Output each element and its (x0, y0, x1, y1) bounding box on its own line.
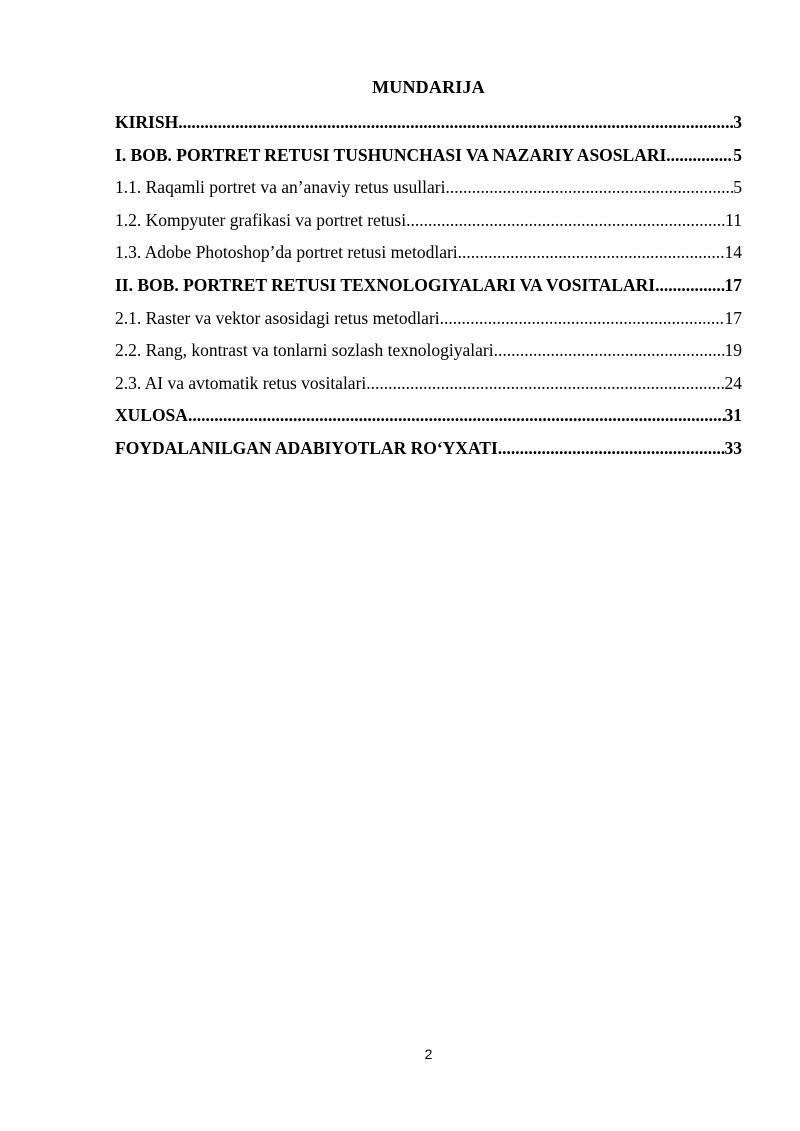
toc-leader-dots (406, 207, 725, 233)
toc-entry-page: 3 (733, 112, 742, 132)
toc-entry-label: II. BOB. PORTRET RETUSI TEXNOLOGIYALARI VA VOSITALARI (115, 274, 656, 295)
toc-entry[interactable] (115, 272, 742, 305)
toc-entry-page: 24 (724, 372, 742, 393)
toc-entry[interactable] (115, 142, 742, 175)
toc-entry-label: 1.3. Adobe Photoshop’da portret retusi metodlari (115, 242, 458, 263)
toc-title: MUNDARIJA (372, 77, 485, 97)
toc-leader-dots (440, 305, 725, 331)
toc-entry-label: XULOSA (115, 405, 188, 426)
toc-leader-dots (494, 337, 725, 363)
toc-entry-page: 5 (733, 177, 742, 198)
toc-entry[interactable] (115, 402, 742, 435)
toc-entry-label: I. BOB. PORTRET RETUSI TUSHUNCHASI VA NAZARIY ASOSLARI (115, 144, 667, 165)
table-of-contents (115, 109, 742, 468)
toc-entry-page: 17 (724, 307, 742, 328)
toc-leader-dots (178, 109, 733, 135)
toc-entry[interactable] (115, 337, 742, 370)
toc-entry[interactable] (115, 109, 742, 142)
toc-entry-label: FOYDALANILGAN ADABIYOTLAR RO‘YXATI (115, 437, 498, 458)
toc-leader-dots (666, 142, 733, 168)
toc-entry-page: 19 (724, 340, 742, 361)
toc-entry[interactable] (115, 174, 742, 207)
toc-entry[interactable] (115, 239, 742, 272)
toc-leader-dots (498, 435, 725, 461)
toc-entry[interactable] (115, 435, 742, 468)
toc-entry-label: 2.1. Raster va vektor asosidagi retus metodlari (115, 307, 440, 328)
toc-entry-page: 31 (724, 405, 742, 426)
toc-entry[interactable] (115, 305, 742, 338)
toc-leader-dots (366, 370, 724, 396)
toc-entry-label: 2.2. Rang, kontrast va tonlarni sozlash texnologiyalari (115, 340, 494, 361)
toc-entry-label: 2.3. AI va avtomatik retus vositalari (115, 372, 367, 393)
toc-leader-dots (655, 272, 724, 298)
toc-entry-page: 11 (725, 209, 742, 230)
toc-entry-page: 17 (724, 274, 742, 295)
toc-entry-page: 14 (724, 242, 742, 263)
toc-entry-label: 1.1. Raqamli portret va an’anaviy retus usullari (115, 177, 446, 198)
toc-leader-dots (445, 174, 733, 200)
toc-entry-label: KIRISH (115, 112, 179, 132)
toc-leader-dots (458, 239, 725, 265)
toc-entry-label: 1.2. Kompyuter grafikasi va portret retusi (115, 209, 407, 230)
toc-entry-page: 5 (733, 144, 742, 165)
toc-entry[interactable] (115, 207, 742, 240)
toc-leader-dots (188, 402, 725, 428)
page-number: 2 (424, 1046, 433, 1062)
toc-entry-page: 33 (724, 437, 742, 458)
toc-entry[interactable] (115, 370, 742, 403)
